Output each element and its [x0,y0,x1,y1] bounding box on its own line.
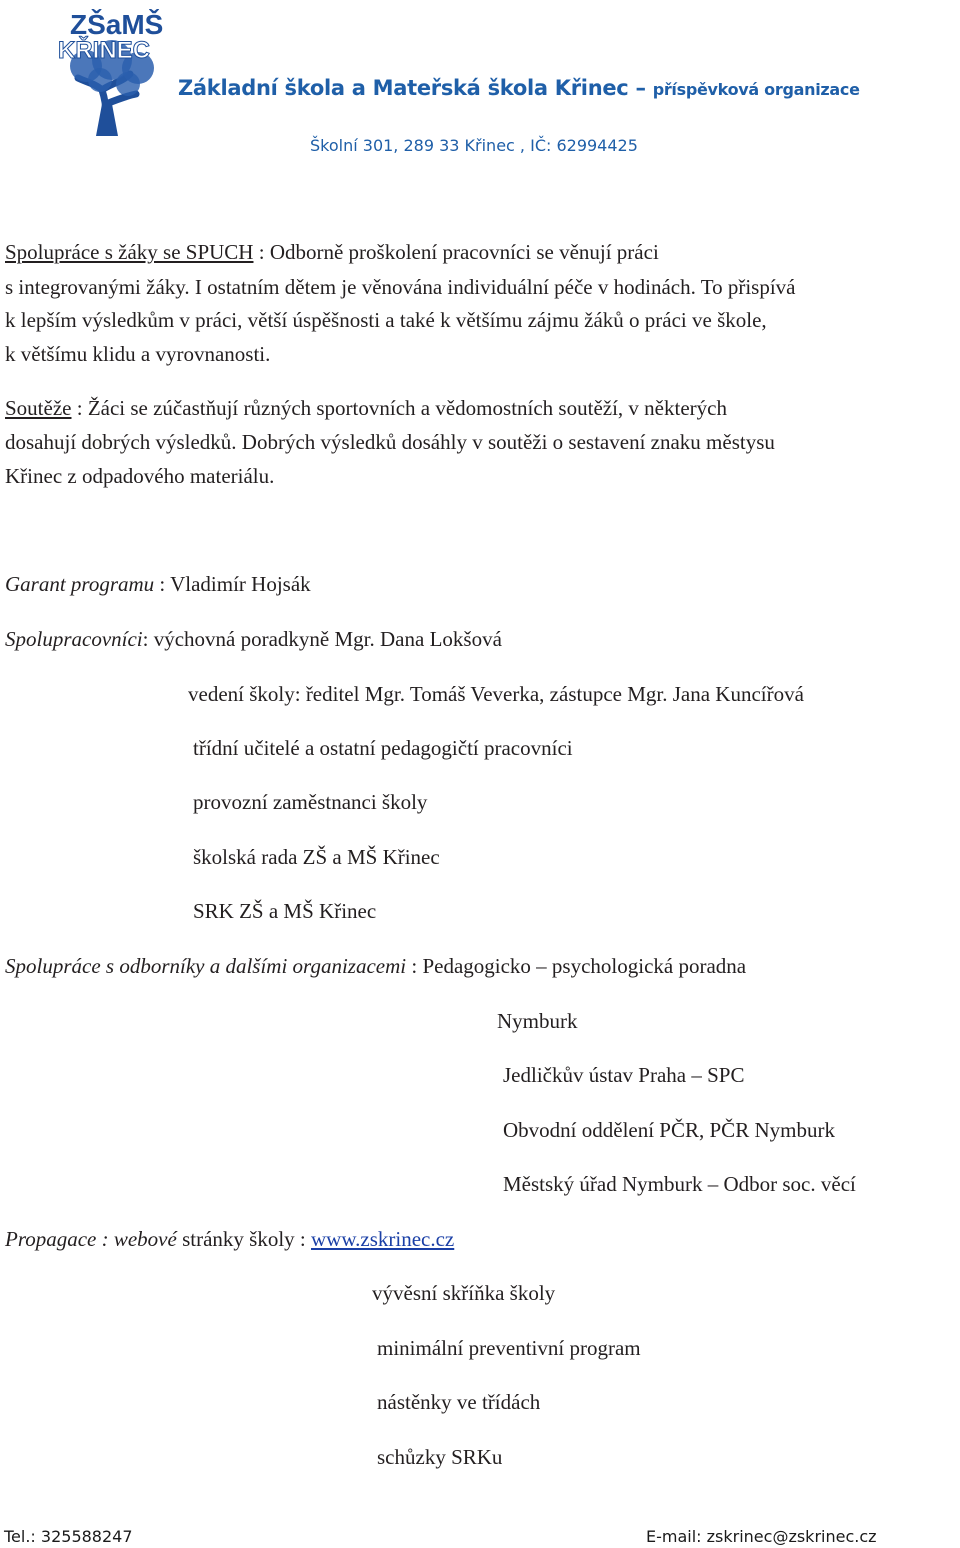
experts-label: Spolupráce s odborníky a dalšími organizacemi [5,954,407,978]
coop-line [5,622,502,656]
spuch-label: Spolupráce s žáky se SPUCH [5,240,254,264]
garant-line [5,567,311,601]
experts-value: : Pedagogicko – psychologická poradna [406,954,747,978]
coop-item: SRK ZŠ a MŠ Křinec [193,899,377,923]
spuch-line-3: k lepším výsledkům v práci, větší úspěšnosti a také k většímu zájmu žáků o práci ve škole, [5,308,767,332]
experts-item: Nymburk [497,1009,578,1033]
promo-item: vývěsní skříňka školy [372,1281,556,1305]
garant-value: : Vladimír Hojsák [154,572,311,596]
footer-phone: Tel.: 325588247 [4,1527,133,1546]
tree-icon [56,4,168,136]
contest-line-2: dosahují dobrých výsledků. Dobrých výsledků dosáhly v soutěži o sestavení znaku městysu [5,430,775,454]
school-name-main: Základní škola a Mateřská škola Křinec – [178,76,646,100]
school-address: Školní 301, 289 33 Křinec , IČ: 62994425 [310,136,638,155]
experts-item: Jedličkův ústav Praha – SPC [503,1063,745,1087]
logo-line1: ZŠaMŠ [70,9,164,40]
school-name [178,76,860,100]
coop-item: vedení školy: ředitel Mgr. Tomáš Veverka, zástupce Mgr. Jana Kuncířová [188,682,804,706]
logo-line2: KŘINEC [58,37,151,64]
coop-item: školská rada ZŠ a MŠ Křinec [193,845,440,869]
promo-line [5,1222,454,1256]
promo-item: minimální preventivní program [377,1336,641,1360]
experts-item: Městský úřad Nymburk – Odbor soc. věcí [503,1172,856,1196]
experts-item: Obvodní oddělení PČR, PČR Nymburk [503,1118,835,1142]
coop-label: Spolupracovníci [5,627,143,651]
spuch-line-2: s integrovanými žáky. I ostatním dětem je věnována individuální péče v hodinách. To přispívá [5,275,796,299]
school-name-suffix: příspěvková organizace [652,80,860,99]
coop-item: třídní učitelé a ostatní pedagogičtí pracovníci [193,736,573,760]
spuch-line-1 [5,235,659,269]
contest-text-1: : Žáci se zúčastňují různých sportovních a vědomostních soutěží, v některých [71,396,727,420]
promo-item: schůzky SRKu [377,1445,503,1469]
garant-label: Garant programu [5,572,155,596]
footer-email: E-mail: zskrinec@zskrinec.cz [646,1527,877,1546]
contest-line-1 [5,391,727,425]
spuch-line-4: k většímu klidu a vyrovnanosti. [5,342,271,366]
promo-label: Propagace : webové [5,1227,177,1251]
coop-value: : výchovná poradkyně Mgr. Dana Lokšová [142,627,502,651]
promo-item: nástěnky ve třídách [377,1390,541,1414]
school-logo [56,4,168,136]
experts-line [5,949,746,983]
contest-line-3: Křinec z odpadového materiálu. [5,464,275,488]
contest-label: Soutěže [5,396,72,420]
coop-item: provozní zaměstnanci školy [193,790,428,814]
spuch-text-1: : Odborně proškolení pracovníci se věnují práci [253,240,659,264]
school-website-link[interactable]: www.zskrinec.cz [311,1227,455,1251]
promo-text: stránky školy : [176,1227,311,1251]
